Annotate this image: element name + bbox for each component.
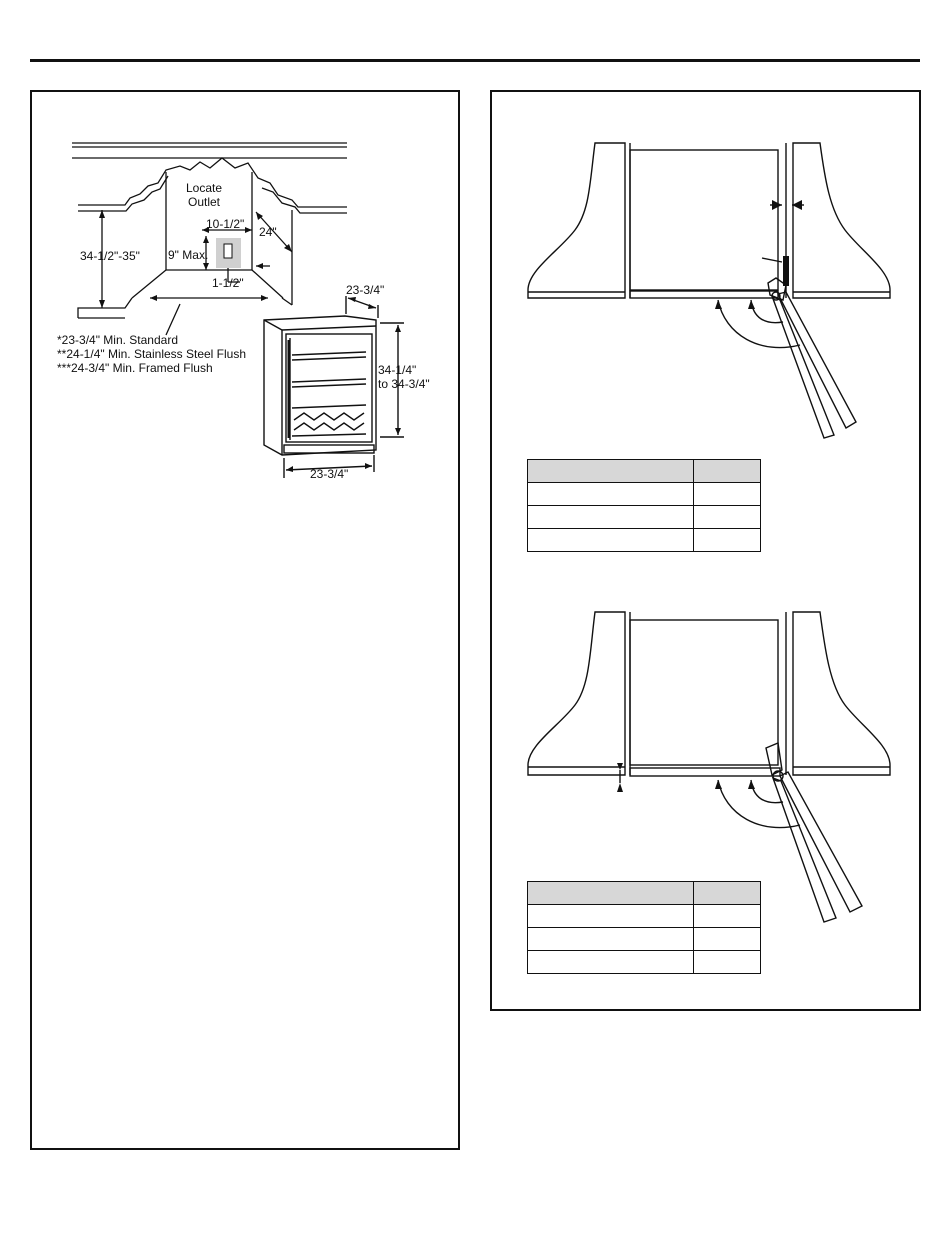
table-cell <box>528 905 694 928</box>
table-row <box>528 529 761 552</box>
unit-depth-label: 23-3/4" <box>346 283 385 297</box>
table-row <box>528 951 761 974</box>
table-cell <box>694 882 761 905</box>
table-row <box>528 882 761 905</box>
outlet-height-label: 9" Max. <box>168 248 209 262</box>
width-note-stainless: **24-1/4" Min. Stainless Steel Flush <box>57 347 247 361</box>
table-cell <box>694 951 761 974</box>
locate-outlet-label: Locate Outlet <box>186 181 223 209</box>
table-cell <box>694 529 761 552</box>
width-note-framed: ***24-3/4" Min. Framed Flush <box>57 361 213 375</box>
cutout-depth-label: 24" <box>259 225 277 239</box>
width-note-standard: *23-3/4" Min. Standard <box>57 333 178 347</box>
outlet-width-label: 10-1/2" <box>206 217 245 231</box>
outlet-offset-label: 1-1/2" <box>212 276 244 290</box>
swing-table-1 <box>527 459 761 552</box>
left-cabinet-2 <box>528 612 625 775</box>
table-cell <box>528 460 694 483</box>
right-cabinet-2 <box>793 612 890 775</box>
table-cell <box>528 483 694 506</box>
swing-table-2 <box>527 881 761 974</box>
table-cell <box>528 951 694 974</box>
table-row <box>528 460 761 483</box>
table-cell <box>694 905 761 928</box>
table-row <box>528 905 761 928</box>
table-cell <box>528 882 694 905</box>
unit-door-closed-2 <box>630 768 780 776</box>
table-cell <box>694 483 761 506</box>
cutout-height-label: 34-1/2"-35" <box>80 249 140 263</box>
table-row <box>528 506 761 529</box>
unit-height-label: 34-1/4" to 34-3/4" <box>378 363 430 391</box>
table-row <box>528 483 761 506</box>
door-open-90-2 <box>773 778 836 922</box>
table-cell <box>694 506 761 529</box>
unit-top-view-2 <box>630 620 778 765</box>
table-cell <box>694 928 761 951</box>
table-cell <box>528 506 694 529</box>
table-cell <box>528 928 694 951</box>
table-cell <box>528 529 694 552</box>
table-cell <box>694 460 761 483</box>
unit-width-label: 23-3/4" <box>310 467 349 481</box>
table-row <box>528 928 761 951</box>
door-open-115-2 <box>780 772 862 912</box>
